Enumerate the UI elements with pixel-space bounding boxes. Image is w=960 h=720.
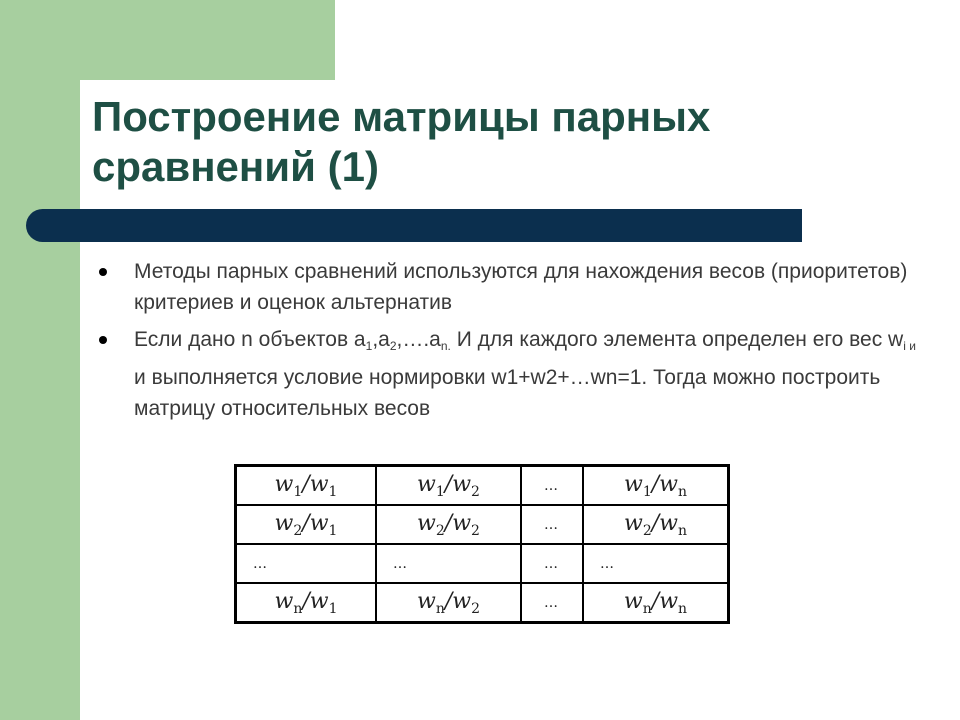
matrix-cell: …	[236, 544, 376, 583]
bullet-text-2: Если дано n объектов $a_1,a_2,\dots.a_{n.}$ И для каждого элемента определен его вес $w_{i и}$ и выполняется условие нормировки w1+w2+…wn=1. Тогда можно построить матрицу относительных весов	[134, 328, 916, 420]
bullet-dot-icon	[99, 336, 107, 344]
bullet-text-1: Методы парных сравнений используются для нахождения весов (приоритетов) критериев и оценок альтернатив	[134, 260, 908, 314]
matrix-cell: …	[521, 466, 583, 505]
matrix-row	[236, 544, 728, 583]
top-accent-band	[0, 0, 335, 80]
matrix-cell: $w_2/w_n$	[583, 505, 728, 544]
matrix-cell: $w_2/w_1$	[236, 505, 376, 544]
matrix-cell: …	[521, 505, 583, 544]
matrix-cell: …	[583, 544, 728, 583]
bullet-dot-icon	[99, 268, 107, 276]
left-accent-band	[0, 0, 80, 720]
matrix-row	[236, 505, 728, 544]
matrix-cell: $w_n/w_n$	[583, 583, 728, 622]
matrix-cell: $w_n/w_1$	[236, 583, 376, 622]
pairwise-matrix	[234, 464, 730, 624]
matrix-cell: $w_2/w_2$	[376, 505, 521, 544]
slide-title: Построение матрицы парных сравнений (1)	[92, 93, 711, 190]
title-divider-bar	[26, 209, 802, 242]
matrix-cell: $w_1/w_n$	[583, 466, 728, 505]
bullet-list	[134, 256, 924, 430]
matrix-cell: …	[376, 544, 521, 583]
matrix-cell: …	[521, 544, 583, 583]
matrix-row	[236, 583, 728, 622]
bullet-item-2	[134, 324, 924, 424]
matrix-cell: $w_n/w_2$	[376, 583, 521, 622]
matrix-cell: …	[521, 583, 583, 622]
bullet-item-1	[134, 256, 924, 318]
matrix-cell: $w_1/w_1$	[236, 466, 376, 505]
matrix-cell: $w_1/w_2$	[376, 466, 521, 505]
matrix-row	[236, 466, 728, 505]
